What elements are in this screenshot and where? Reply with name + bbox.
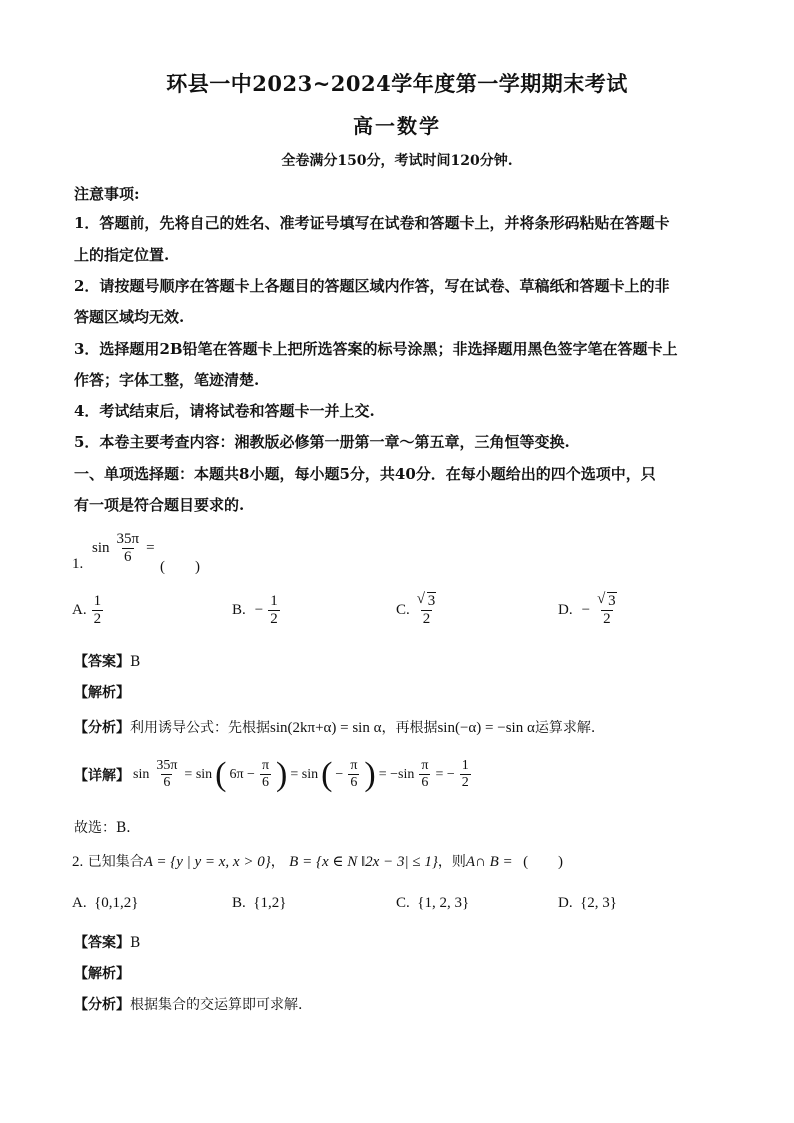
q1-option-a: A. $\frac{1}{2}$ — [72, 593, 102, 627]
q1-fenxi: 【分析】利用诱导公式：先根据sin(2kπ+α) = sin α，再根据sin(−α) = −sin α运算求解. — [74, 720, 596, 736]
section-heading: 一、单项选择题：本题共8小题，每小题5分，共40分．在每小题给出的四个选项中，只 — [74, 465, 656, 483]
note-line: 3．选择题用2B铅笔在答题卡上把所选答案的标号涂黑；非选择题用黑色签字笔在答题卡上 — [74, 340, 678, 358]
q2-stem: 2. 已知集合A = {y | y = x, x > 0}， B = {x ∈ N ‖2x − 3| ≤ 1}，则A∩ B = ( ) — [72, 854, 564, 870]
q1-stem: sin $\frac{35\pi}{6}$ = — [92, 531, 155, 565]
notes-heading: 注意事项: — [74, 185, 140, 203]
note-line: 4．考试结束后，请将试卷和答题卡一并上交. — [74, 402, 375, 420]
q1-answer: 【答案】B — [74, 654, 141, 670]
note-line: 作答；字体工整，笔迹清楚. — [74, 371, 260, 389]
note-line: 5．本卷主要考查内容：湘教版必修第一册第一章～第五章，三角恒等变换. — [74, 433, 570, 451]
section-heading-cont: 有一项是符合题目要求的. — [74, 496, 245, 514]
question-number: 1. — [72, 556, 84, 572]
q1-fraction: $\frac{35\pi}{6}$ — [116, 531, 140, 565]
q1-conclusion: 故选：B． — [74, 820, 141, 836]
q2-option-c: C. {1, 2, 3} — [396, 895, 470, 911]
note-line: 答题区域均无效. — [74, 308, 185, 326]
sqrt-symbol: √ 3 — [597, 591, 616, 609]
q2-fenxi: 【分析】根据集合的交运算即可求解. — [74, 997, 303, 1013]
q1-answer-blank: ( ) — [160, 559, 200, 575]
note-line: 2．请按题号顺序在答题卡上各题目的答题区域内作答，写在试卷、草稿纸和答题卡上的非 — [74, 277, 670, 295]
q2-analysis-tag: 【解析】 — [74, 966, 130, 982]
q1-option-c: C. √ 3 2 — [396, 591, 436, 627]
sqrt-symbol: √ 3 — [416, 591, 436, 609]
note-line: 上的指定位置. — [74, 246, 170, 264]
exam-title: 环县一中2023~2024学年度第一学期期末考试 — [166, 71, 628, 96]
note-line: 1．答题前，先将自己的姓名、准考证号填写在试卷和答题卡上，并将条形码粘贴在答题卡 — [74, 214, 670, 232]
q1-detail: 【详解】 sin $\frac{35\pi}{6}$ = sin ( 6π − $\frac{\pi}{6}$ ) = sin ( − $\frac{\pi}{6}$ ) = −sin $\frac{\pi}{6}$ = − $\frac{1}{2}$ — [74, 756, 469, 793]
q2-option-d: D. {2, 3} — [558, 895, 617, 911]
q2-answer: 【答案】B — [74, 935, 141, 951]
q2-option-a: A. {0,1,2} — [72, 895, 139, 911]
q1-option-d: D. − √ 3 2 — [558, 591, 616, 627]
q1-option-b: B. − $\frac{1}{2}$ — [232, 593, 278, 627]
q1-fn: sin — [92, 540, 110, 557]
q2-option-b: B. {1,2} — [232, 895, 287, 911]
subject-title: 高一数学 — [353, 114, 441, 138]
q1-analysis-tag: 【解析】 — [74, 685, 130, 701]
exam-info: 全卷满分150分，考试时间120分钟. — [281, 153, 513, 169]
